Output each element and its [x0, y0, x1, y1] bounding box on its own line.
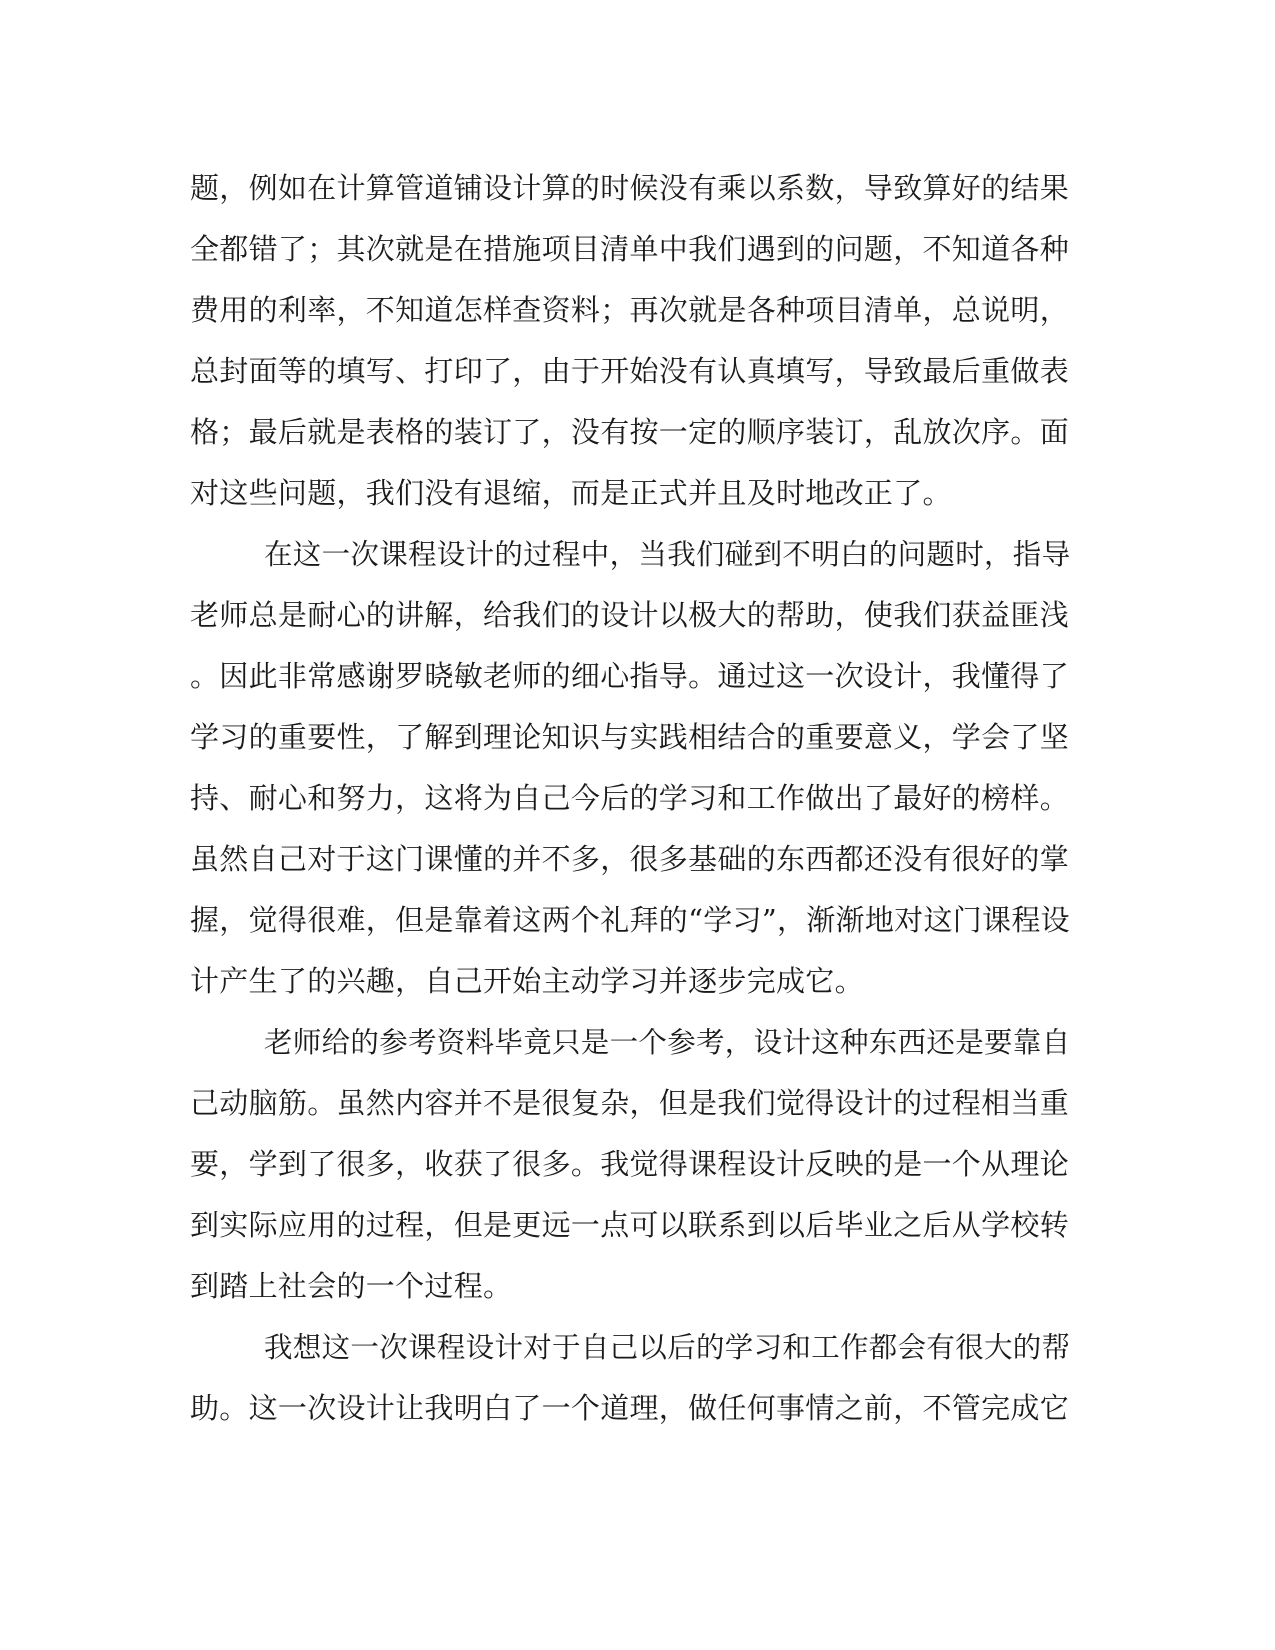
text-line: 在这一次课程设计的过程中，当我们碰到不明白的问题时，指导	[264, 538, 1071, 571]
text-line: 计产生了的兴趣，自己开始主动学习并逐步完成它。	[190, 964, 864, 998]
text-line: 学习的重要性，了解到理论知识与实践相结合的重要意义，学会了坚	[190, 720, 1070, 754]
text-line: 要，学到了很多，收获了很多。我觉得课程设计反映的是一个从理论	[190, 1147, 1070, 1181]
text-line: 。因此非常感谢罗晓敏老师的细心指导。通过这一次设计，我懂得了	[190, 659, 1070, 693]
text-line: 对这些问题，我们没有退缩，而是正式并且及时地改正了。	[190, 476, 952, 510]
text-line: 格；最后就是表格的装订了，没有按一定的顺序装订，乱放次序。面	[190, 415, 1070, 449]
text-line: 全都错了；其次就是在措施项目清单中我们遇到的问题，不知道各种	[190, 232, 1070, 266]
text-line: 己动脑筋。虽然内容并不是很复杂，但是我们觉得设计的过程相当重	[190, 1086, 1070, 1120]
text-line: 题，例如在计算管道铺设计算的时候没有乘以系数，导致算好的结果	[190, 171, 1070, 205]
text-line: 持、耐心和努力，这将为自己今后的学习和工作做出了最好的榜样。	[190, 781, 1070, 815]
text-line: 助。这一次设计让我明白了一个道理，做任何事情之前，不管完成它	[190, 1391, 1070, 1425]
text-line: 总封面等的填写、打印了，由于开始没有认真填写，导致最后重做表	[190, 354, 1070, 388]
text-line: 我想这一次课程设计对于自己以后的学习和工作都会有很大的帮	[264, 1331, 1071, 1364]
text-line: 到实际应用的过程，但是更远一点可以联系到以后毕业之后从学校转	[190, 1208, 1070, 1242]
text-line: 老师给的参考资料毕竟只是一个参考，设计这种东西还是要靠自	[264, 1026, 1071, 1059]
text-line: 费用的利率，不知道怎样查资料；再次就是各种项目清单，总说明，	[190, 293, 1070, 327]
text-line: 握，觉得很难，但是靠着这两个礼拜的“学习”，渐渐地对这门课程设	[190, 903, 1070, 937]
text-line: 虽然自己对于这门课懂的并不多，很多基础的东西都还没有很好的掌	[190, 842, 1070, 876]
text-line: 到踏上社会的一个过程。	[190, 1269, 513, 1303]
body-text	[190, 158, 1070, 1439]
text-line: 老师总是耐心的讲解，给我们的设计以极大的帮助，使我们获益匪浅	[190, 598, 1070, 632]
